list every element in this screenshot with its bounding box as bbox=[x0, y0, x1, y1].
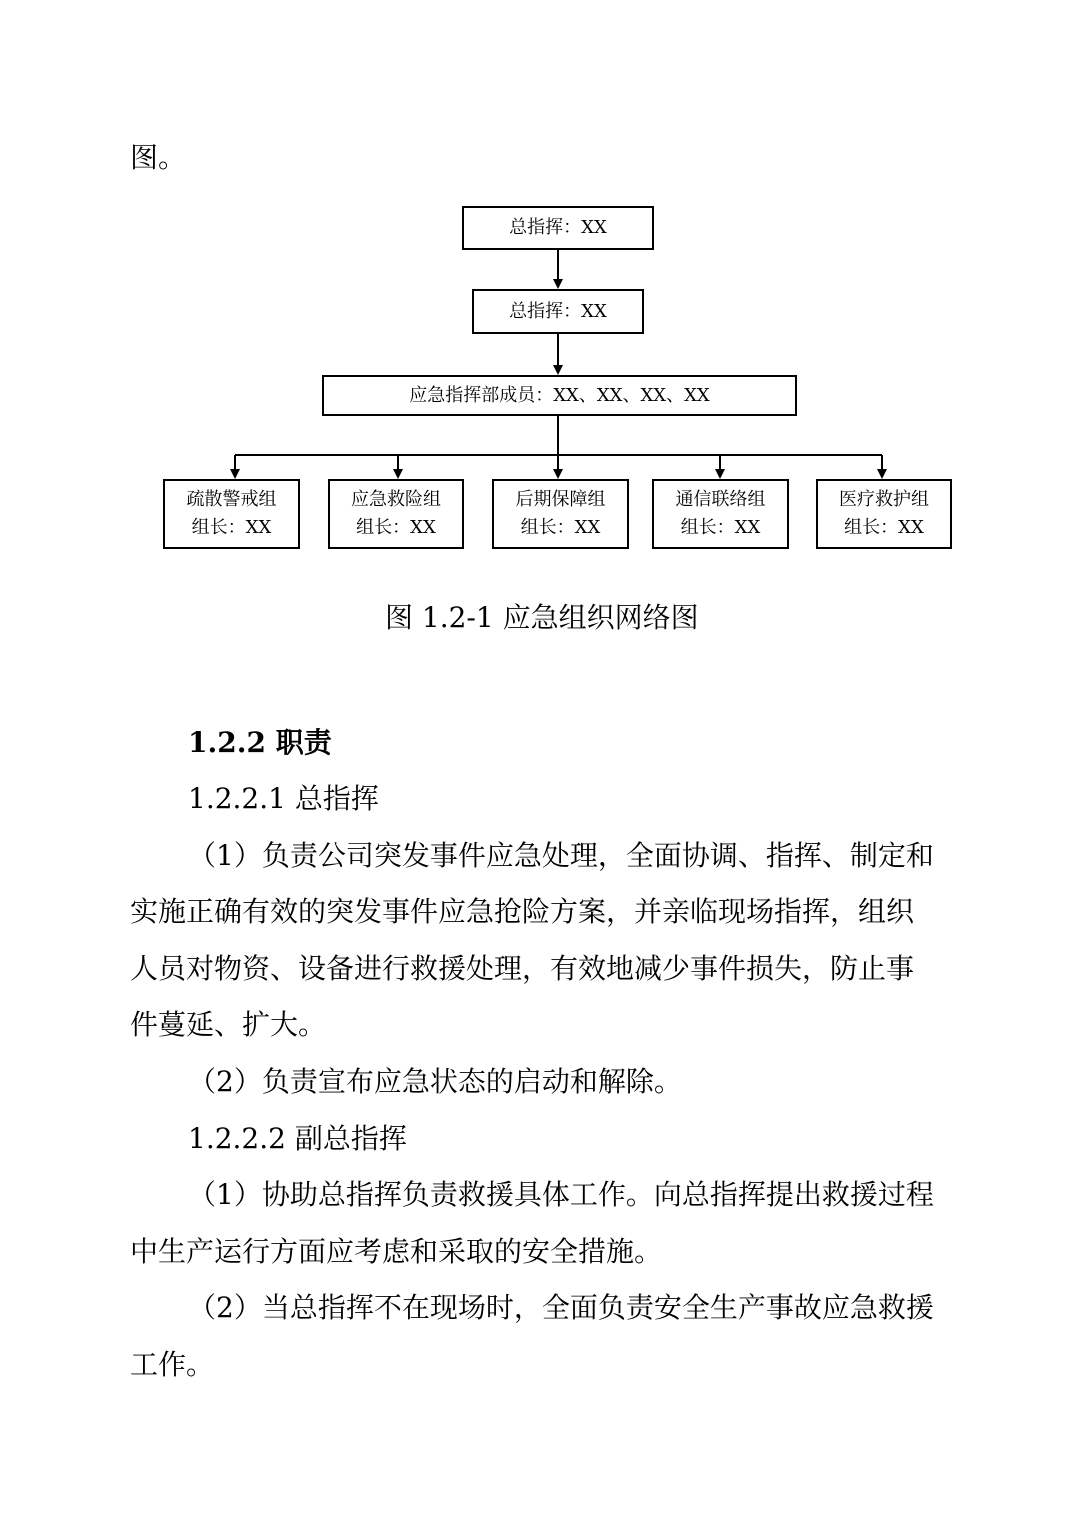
group-leader: 组长：XX bbox=[520, 517, 601, 538]
group-leader: 组长：XX bbox=[680, 517, 761, 538]
group-name: 疏散警戒组 bbox=[186, 489, 277, 510]
org-box-group-medical bbox=[816, 479, 952, 549]
org-box-commander-label: 总指挥：XX bbox=[509, 217, 607, 238]
paragraph-line: （1）协助总指挥负责救援具体工作。向总指挥提出救援过程 bbox=[188, 1178, 934, 1211]
paragraph-line: （1）负责公司突发事件应急处理，全面协调、指挥、制定和 bbox=[188, 839, 934, 872]
org-box-group-logistics bbox=[492, 479, 629, 549]
group-name: 后期保障组 bbox=[515, 489, 606, 510]
org-box-group-communication bbox=[652, 479, 789, 549]
subsection-title-commander: 1.2.2.1 总指挥 bbox=[188, 782, 379, 815]
subsection-title-deputy: 1.2.2.2 副总指挥 bbox=[188, 1122, 407, 1155]
intro-tail-text: 图。 bbox=[130, 141, 187, 174]
paragraph-line: 件蔓延、扩大。 bbox=[130, 1008, 327, 1041]
org-box-deputy-label: 总指挥：XX bbox=[509, 300, 607, 322]
group-leader: 组长：XX bbox=[356, 517, 436, 538]
paragraph-line: （2）当总指挥不在现场时，全面负责安全生产事故应急救援 bbox=[188, 1291, 934, 1324]
group-name: 应急救险组 bbox=[351, 489, 441, 510]
paragraph-line: 中生产运行方面应考虑和采取的安全措施。 bbox=[130, 1235, 663, 1268]
paragraph-line: 实施正确有效的突发事件应急抢险方案，并亲临现场指挥，组织 bbox=[130, 895, 915, 928]
group-name: 医疗救护组 bbox=[839, 489, 929, 510]
group-leader: 组长：XX bbox=[844, 517, 924, 538]
section-heading: 1.2.2 职责 bbox=[188, 726, 332, 759]
org-box-group-rescue bbox=[328, 479, 464, 549]
org-box-commander bbox=[462, 206, 654, 250]
paragraph-line: 工作。 bbox=[130, 1348, 215, 1381]
org-box-deputy bbox=[472, 289, 644, 334]
figure-caption: 图 1.2-1 应急组织网络图 bbox=[385, 601, 699, 634]
group-leader: 组长：XX bbox=[191, 517, 272, 538]
org-box-members-label: 应急指挥部成员：XX、XX、XX、XX bbox=[409, 384, 710, 406]
org-box-group-evacuation bbox=[163, 479, 300, 549]
org-box-members bbox=[322, 375, 797, 416]
group-name: 通信联络组 bbox=[675, 489, 766, 510]
paragraph-line: 人员对物资、设备进行救援处理，有效地减少事件损失，防止事 bbox=[130, 952, 915, 985]
paragraph-line: （2）负责宣布应急状态的启动和解除。 bbox=[188, 1065, 682, 1098]
